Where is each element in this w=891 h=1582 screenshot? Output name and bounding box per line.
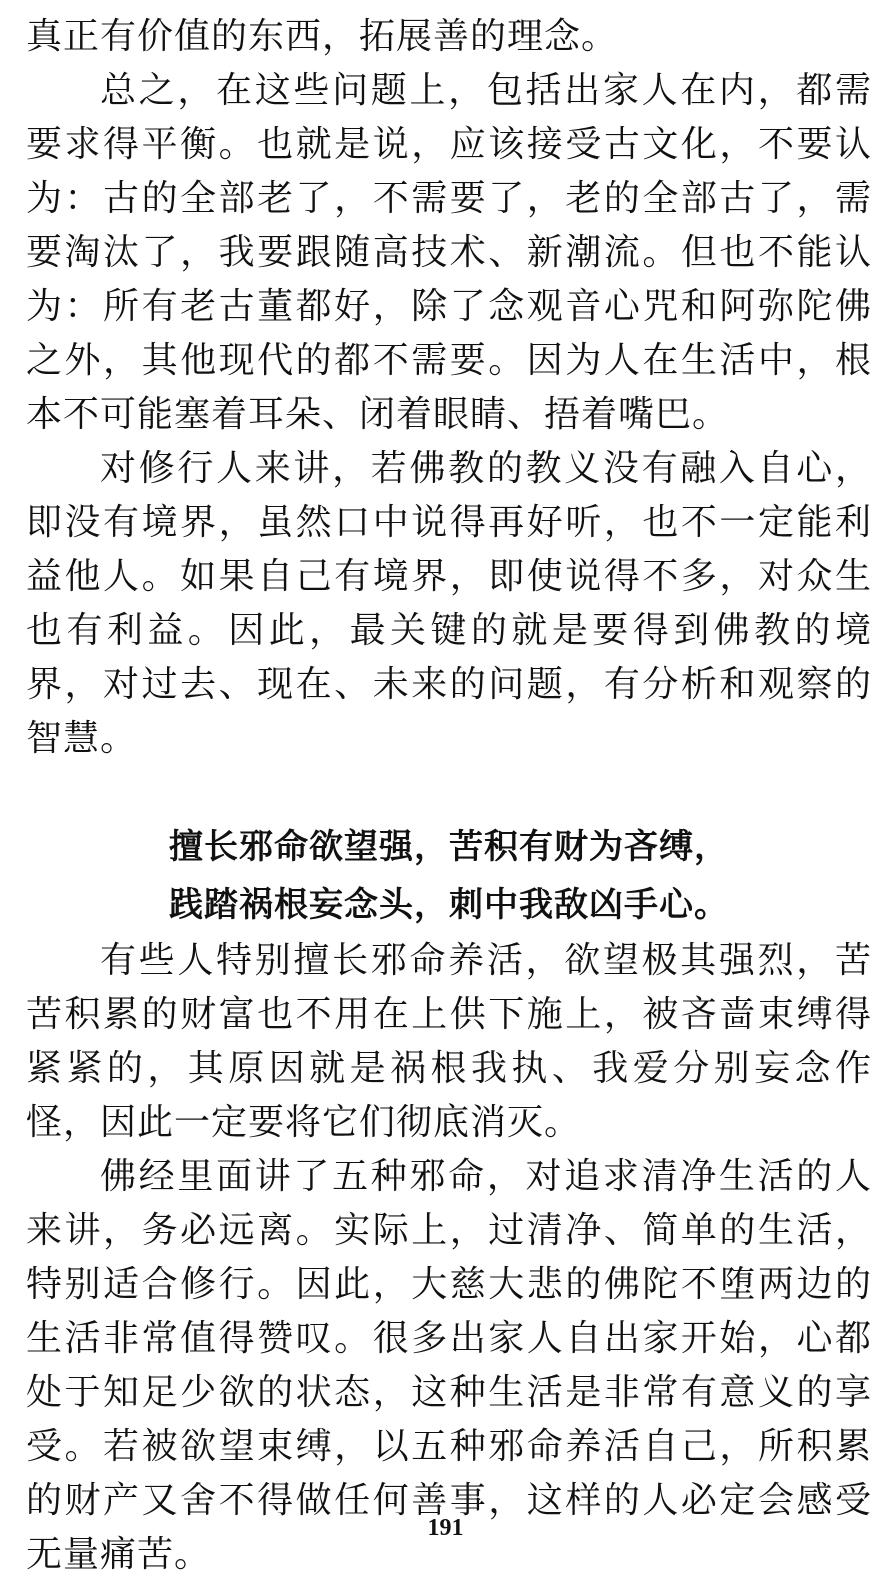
paragraph-wrong-livelihood: 有些人特别擅长邪命养活，欲望极其强烈，苦苦积累的财富也不用在上供下施上，被吝啬束缚得紧紧的，其原因就是祸根我执、我爱分别妄念作怪，因此一定要将它们彻底消灭。 xyxy=(26,940,872,1143)
verse-block xyxy=(26,818,872,934)
paragraph-realization: 对修行人来讲，若佛教的教义没有融入自心，即没有境界，虽然口中说得再好听，也不一定能利益他人。如果自己有境界，即使说得不多，对众生也有利益。因此，最关键的就是要得到佛教的境界，对过去、现在、未来的问题，有分析和观察的智慧。 xyxy=(26,448,872,759)
verse-line-1: 擅长邪命欲望强，苦积有财为吝缚， xyxy=(169,827,729,867)
verse-line-2: 践踏祸根妄念头，刺中我敌凶手心。 xyxy=(169,885,729,925)
paragraph-continuation: 真正有价值的东西，拓展善的理念。 xyxy=(26,16,619,57)
paragraph-five-wrong-livelihoods: 佛经里面讲了五种邪命，对追求清净生活的人来讲，务必远离。实际上，过清净、简单的生活，特别适合修行。因此，大慈大悲的佛陀不堕两边的生活非常值得赞叹。很多出家人自出家开始，心都处于知足少欲的状态，这种生活是非常有意义的享受。若被欲望束缚，以五种邪命养活自己，所积累的财产又舍不得做任何善事，这样的人必定会感受无量痛苦。 xyxy=(26,1156,872,1575)
paragraph-balance: 总之，在这些问题上，包括出家人在内，都需要求得平衡。也就是说，应该接受古文化，不要认为：古的全部老了，不需要了，老的全部古了，需要淘汰了，我要跟随高技术、新潮流。但也不能认为：所有老古董都好，除了念观音心咒和阿弥陀佛之外，其他现代的都不需要。因为人在生活中，根本不可能塞着耳朵、闭着眼睛、捂着嘴巴。 xyxy=(26,70,872,435)
document-page xyxy=(26,10,872,1582)
page-number: 191 xyxy=(427,1515,464,1541)
